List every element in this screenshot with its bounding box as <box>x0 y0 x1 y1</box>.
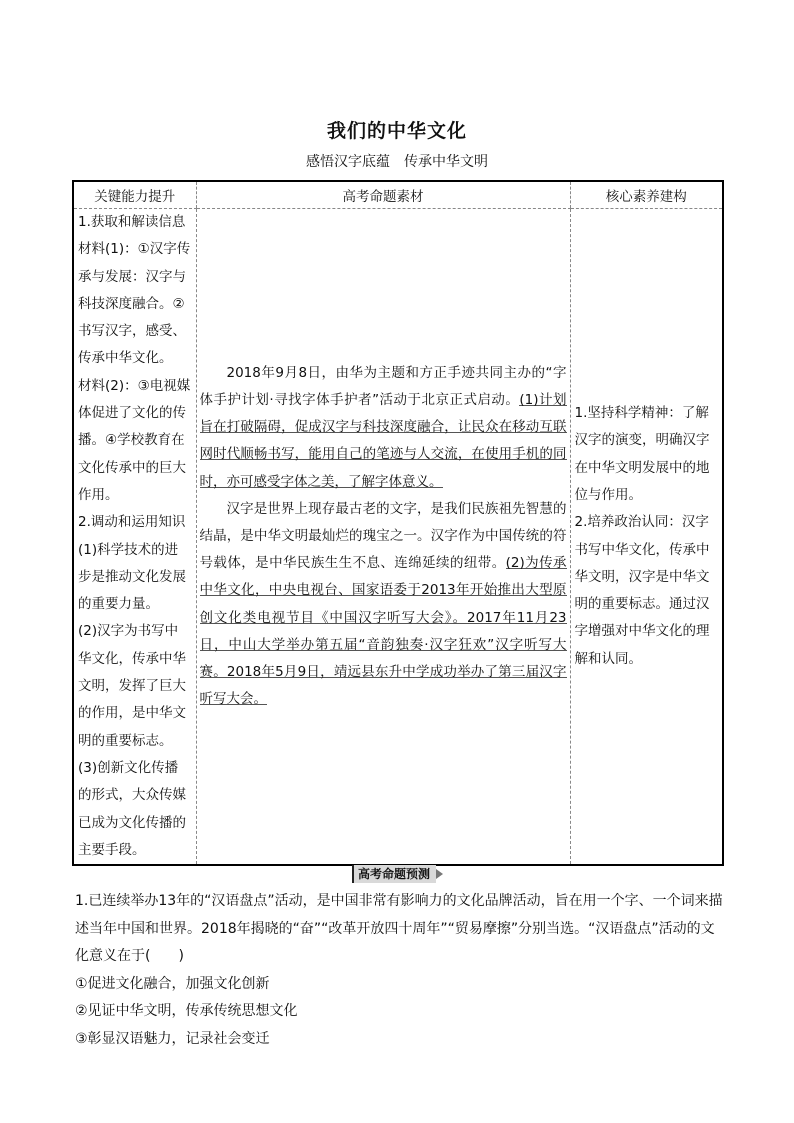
ability-line: 文明，发挥了巨大 <box>78 678 186 695</box>
ability-line: 的形式，大众传媒 <box>78 787 186 804</box>
material-text: 2018年9月8日，由华为主题和方正手迹共同主办的“字体手护计划·寻找字体手护者”活动于北京正式启动。 <box>199 364 567 408</box>
literacy-line: 1.坚持科学精神：了解 <box>574 405 709 422</box>
literacy-line: 华文明，汉字是中华文 <box>574 568 710 585</box>
material-paragraph-2 <box>200 496 567 714</box>
ability-line: 明的重要标志。 <box>78 732 173 749</box>
header-exam-material: 高考命题素材 <box>196 181 570 209</box>
material-text: 汉字是世界上现存最古老的文字，是我们民族祖先智慧的结晶，是中华文明最灿烂的瑰宝之一。汉字作为中国传统的符号载体，是中华民族生生不息、连绵延续的纽带。 <box>199 500 567 572</box>
ability-line: 传承中华文化。 <box>78 350 173 367</box>
literacy-line: 位与作用。 <box>574 486 642 503</box>
ability-line: (3)创新文化传播 <box>78 759 179 776</box>
option-item: ①促进文化融合，加强文化创新 <box>75 975 270 992</box>
table-header-row <box>73 181 723 209</box>
ability-line: 体促进了文化的传 <box>78 405 186 422</box>
ability-line: 书写汉字，感受、 <box>78 323 186 340</box>
option-item: ②见证中华文明，传承传统思想文化 <box>75 1003 298 1019</box>
literacy-line: 解和认同。 <box>574 650 642 667</box>
material-underlined-text: (2)为传承中华文化，中央电视台、国家语委于2013年开始推出大型原创文化类电视节目《中国汉字听写大会》。2017年11月23日，中山大学举办第五届“音韵独奏·汉字狂欢”汉字听写大赛。2018年5月9日，靖远县东升中学成功举办了第三届汉字听写大会。 <box>199 555 567 708</box>
core-literacy-cell <box>570 209 723 866</box>
ability-line: 作用。 <box>78 486 119 503</box>
literacy-line: 在中华文明发展中的地 <box>574 459 710 476</box>
header-core-literacy: 核心素养建构 <box>570 181 723 209</box>
question-options <box>75 971 725 1054</box>
exam-material-cell <box>196 209 570 866</box>
ability-line: 1.获取和解读信息 <box>78 214 186 230</box>
option-item: ③彰显汉语魅力，记录社会变迁 <box>75 1030 270 1047</box>
key-abilities-cell <box>73 209 196 866</box>
section-banner: 高考命题预测 <box>352 865 436 883</box>
literacy-line: 汉字的演变，明确汉字 <box>574 432 710 449</box>
table-body-row <box>73 209 723 866</box>
ability-line: 文化传承中的巨大 <box>78 459 186 476</box>
literacy-line: 书写中华文化，传承中 <box>574 541 710 558</box>
ability-line: 的作用，是中华文 <box>78 705 186 722</box>
ability-line: 步是推动文化发展 <box>78 568 186 585</box>
material-paragraph-1 <box>200 360 567 496</box>
subtitle-part: 传承中华文明 <box>404 154 488 170</box>
ability-line: 材料(2)：③电视媒 <box>78 377 191 394</box>
ability-line: 已成为文化传播的 <box>78 814 186 831</box>
question-stem: 1.已连续举办13年的“汉语盘点”活动，是中国非常有影响力的文化品牌活动，旨在用一个字、一个词来描述当年中国和世界。2018年揭晓的“奋”“改革开放四十周年”“贸易摩擦”分别当选。“汉语盘点”活动的文化意义在于( ) <box>75 893 723 964</box>
ability-line: 2.调动和运用知识 <box>78 514 186 531</box>
ability-line: 播。④学校教育在 <box>78 432 185 449</box>
ability-line: (1)科学技术的进 <box>78 541 179 558</box>
literacy-line: 2.培养政治认同：汉字 <box>574 514 709 531</box>
ability-line: 主要手段。 <box>78 841 146 858</box>
question-block <box>75 888 725 1053</box>
ability-line: (2)汉字为书写中 <box>78 623 179 640</box>
literacy-line: 字增强对中华文化的理 <box>574 623 710 640</box>
material-table <box>72 180 724 866</box>
page-title: 我们的中华文化 <box>326 120 467 142</box>
ability-line: 科技深度融合。② <box>78 295 185 312</box>
header-key-abilities: 关键能力提升 <box>73 181 196 209</box>
literacy-line: 明的重要标志。通过汉 <box>574 596 710 613</box>
ability-line: 材料(1)：①汉字传 <box>78 241 191 258</box>
page-subtitle <box>0 151 794 171</box>
ability-line: 承与发展：汉字与 <box>78 268 186 285</box>
subtitle-part: 感悟汉字底蕴 <box>306 154 390 170</box>
material-underlined-text: (1)计划旨在打破隔碍，促成汉字与科技深度融合，让民众在移动互联网时代顺畅书写，能用自己的笔迹与人交流，在使用手机的同时，亦可感受字体之美，了解字体意义。 <box>199 391 567 490</box>
ability-line: 华文化，传承中华 <box>78 650 186 667</box>
ability-line: 的重要力量。 <box>78 596 159 613</box>
